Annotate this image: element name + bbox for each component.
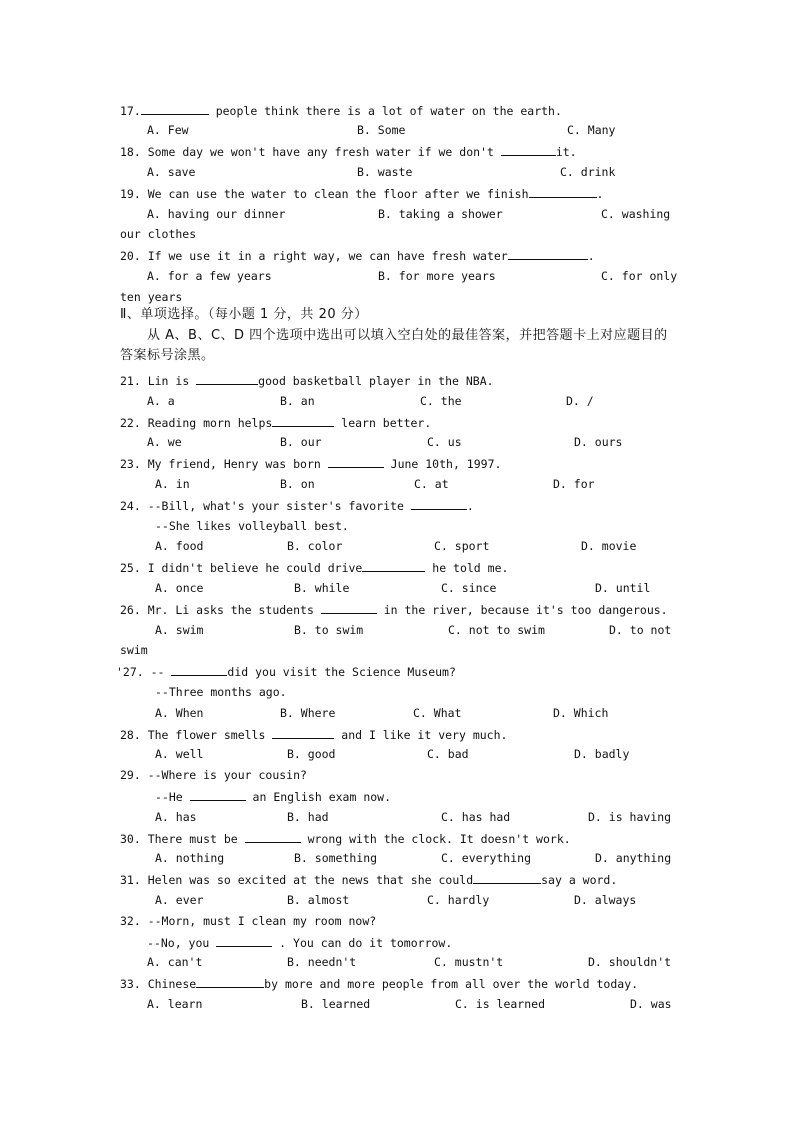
- option-d: D. /: [566, 394, 594, 408]
- option-c: C. the: [420, 394, 462, 408]
- option-c: C. at: [414, 477, 449, 491]
- option-d: D. anything: [595, 851, 672, 865]
- answer-blank: [272, 415, 334, 427]
- question-30: 30. There must be wrong with the clock. It doesn't work.: [120, 832, 571, 846]
- option-c: C. mustn't: [434, 955, 504, 969]
- option-b: B. waste: [357, 165, 413, 179]
- option-d: D. always: [574, 893, 637, 907]
- question-32: 32. --Morn, must I clean my room now?: [120, 914, 377, 928]
- option-a: A. once: [155, 581, 204, 595]
- section-instruction-cont: 答案标号涂黑。: [120, 348, 215, 363]
- option-a: A. save: [147, 165, 196, 179]
- option-c: C. Many: [567, 123, 616, 137]
- option-b: B. on: [280, 477, 315, 491]
- option-b: B. Where: [280, 706, 336, 720]
- question-19: 19. We can use the water to clean the floor after we finish .: [120, 187, 604, 201]
- answer-blank: [362, 560, 425, 572]
- answer-blank: [272, 727, 334, 739]
- option-a: A. Few: [147, 123, 189, 137]
- option-c: C. has had: [441, 810, 511, 824]
- answer-blank: [529, 186, 597, 198]
- answer-blank: [190, 789, 246, 801]
- section-heading: Ⅱ、单项选择。（每小题 1 分，共 20 分）: [120, 307, 368, 322]
- option-d: D. for: [553, 477, 595, 491]
- option-b: B. had: [287, 810, 329, 824]
- option-a: A. in: [155, 477, 190, 491]
- option-a: A. When: [155, 706, 204, 720]
- option-a: A. has: [155, 810, 197, 824]
- question-26: 26. Mr. Li asks the students in the river, because it's too dangerous.: [120, 603, 668, 617]
- option-c: C. What: [413, 706, 462, 720]
- option-b: B. taking a shower: [378, 207, 503, 221]
- question-23: 23. My friend, Henry was born June 10th, 1997.: [120, 457, 502, 471]
- option-wrap: ten years: [120, 290, 183, 304]
- section-instruction: 从 A、B、C、D 四个选项中选出可以填入空白处的最佳答案，并把答题卡上对应题目的: [147, 328, 668, 343]
- question-24: 24. --Bill, what's your sister's favorite .: [120, 499, 474, 513]
- answer-blank: [245, 831, 301, 843]
- question-29: 29. --Where is your cousin?: [120, 768, 307, 782]
- option-b: B. needn't: [287, 955, 357, 969]
- option-b: B. Some: [357, 123, 406, 137]
- option-c: C. for only: [601, 269, 678, 283]
- option-b: B. our: [280, 435, 322, 449]
- reply-line: --Three months ago.: [155, 685, 287, 699]
- option-c: C. is learned: [455, 997, 546, 1011]
- answer-blank: [328, 456, 384, 468]
- option-a: A. nothing: [155, 851, 225, 865]
- question-20: 20. If we use it in a right way, we can have fresh water .: [120, 249, 595, 263]
- question-22: 22. Reading morn helps learn better.: [120, 416, 432, 430]
- answer-blank: [501, 144, 556, 156]
- question-25: 25. I didn't believe he could drive he told me.: [120, 561, 509, 575]
- option-wrap: swim: [120, 643, 148, 657]
- reply-line: --She likes volleyball best.: [155, 519, 349, 533]
- option-d: D. shouldn't: [588, 955, 672, 969]
- option-b: B. an: [280, 394, 315, 408]
- option-c: C. since: [441, 581, 497, 595]
- answer-blank: [473, 872, 541, 884]
- question-28: 28. The flower smells and I like it very much.: [120, 728, 508, 742]
- option-a: A. well: [155, 747, 204, 761]
- option-d: D. Which: [553, 706, 609, 720]
- option-c: C. us: [427, 435, 462, 449]
- option-a: A. we: [147, 435, 182, 449]
- option-b: B. for more years: [378, 269, 496, 283]
- answer-blank: [141, 103, 209, 115]
- question-17: 17. people think there is a lot of water on the earth.: [120, 104, 562, 118]
- option-c: C. washing: [601, 207, 671, 221]
- answer-blank: [321, 602, 377, 614]
- option-b: B. good: [287, 747, 336, 761]
- reply-line: --He an English exam now.: [155, 790, 392, 804]
- option-b: B. color: [287, 539, 343, 553]
- answer-blank: [508, 248, 588, 260]
- answer-blank: [216, 935, 272, 947]
- option-a: A. having our dinner: [147, 207, 286, 221]
- answer-blank: [411, 498, 467, 510]
- option-a: A. can't: [147, 955, 203, 969]
- option-c: C. hardly: [427, 893, 490, 907]
- option-d: D. to not: [609, 623, 672, 637]
- option-d: D. was: [630, 997, 672, 1011]
- option-b: B. almost: [287, 893, 350, 907]
- option-d: D. until: [595, 581, 651, 595]
- question-21: 21. Lin is good basketball player in the NBA.: [120, 374, 494, 388]
- option-a: A. food: [155, 539, 204, 553]
- reply-line: --No, you . You can do it tomorrow.: [147, 936, 453, 950]
- answer-blank: [196, 976, 264, 988]
- option-wrap: our clothes: [120, 227, 197, 241]
- option-c: C. drink: [560, 165, 616, 179]
- option-d: D. badly: [574, 747, 630, 761]
- option-c: C. everything: [441, 851, 532, 865]
- option-c: C. not to swim: [448, 623, 545, 637]
- option-a: A. swim: [155, 623, 204, 637]
- option-a: A. a: [147, 394, 175, 408]
- option-b: B. something: [294, 851, 378, 865]
- option-b: B. learned: [301, 997, 371, 1011]
- option-a: A. learn: [147, 997, 203, 1011]
- answer-blank: [171, 664, 227, 676]
- option-a: A. ever: [155, 893, 204, 907]
- option-c: C. sport: [434, 539, 490, 553]
- option-a: A. for a few years: [147, 269, 272, 283]
- question-27: '27. -- did you visit the Science Museum?: [116, 665, 456, 679]
- answer-blank: [196, 373, 258, 385]
- option-d: D. movie: [581, 539, 637, 553]
- question-31: 31. Helen was so excited at the news that she could say a word.: [120, 873, 618, 887]
- question-18: 18. Some day we won't have any fresh water if we don't it.: [120, 145, 577, 159]
- option-d: D. is having: [588, 810, 672, 824]
- option-c: C. bad: [427, 747, 469, 761]
- option-b: B. while: [294, 581, 350, 595]
- option-b: B. to swim: [294, 623, 364, 637]
- option-d: D. ours: [574, 435, 623, 449]
- question-33: 33. Chinese by more and more people from all over the world today.: [120, 977, 639, 991]
